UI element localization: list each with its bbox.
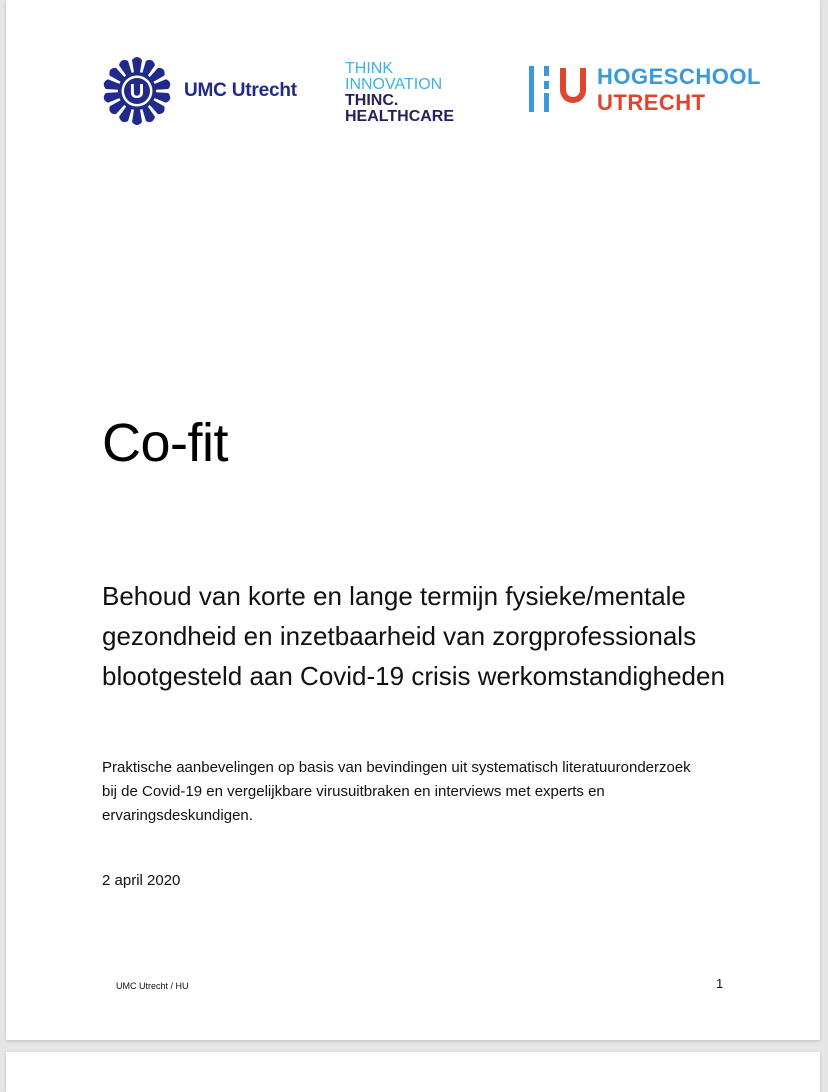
next-page-edge (6, 1052, 820, 1092)
umc-logo-text: UMC Utrecht (184, 80, 297, 101)
umc-utrecht-logo (100, 54, 297, 128)
document-subtitle: Behoud van korte en lange termijn fysieke/mentale gezondheid en inzetbaarheid van zorgprofessionals blootgesteld aan Covid-19 crisis werkomstandigheden (102, 581, 725, 691)
thinc-line-3: THINC. (345, 92, 399, 109)
hogeschool-utrecht-logo (527, 64, 761, 116)
thinc-line-4: HEALTHCARE (345, 108, 455, 125)
thinc-healthcare-logo (345, 61, 454, 125)
hu-mark-icon (527, 64, 587, 114)
thinc-line-2: INNOVATION (345, 76, 443, 93)
hu-line-2: UTRECHT (597, 90, 706, 115)
umc-emblem-letter: U (129, 81, 145, 103)
hu-line-1: HOGESCHOOL (597, 64, 761, 89)
umc-emblem-icon (100, 54, 174, 128)
document-date: 2 april 2020 (102, 872, 181, 889)
footer-organization: UMC Utrecht / HU (116, 981, 189, 991)
document-intro: Praktische aanbevelingen op basis van bevindingen uit systematisch literatuuronderzoek bij de Covid-19 en vergelijkbare virusuitbraken en interviews met experts en ervaringsdeskundigen. (102, 759, 691, 824)
document-page (6, 0, 820, 1040)
page-number: 1 (716, 976, 724, 991)
document-title: Co-fit (102, 413, 229, 473)
thinc-line-1: THINK (345, 60, 393, 77)
